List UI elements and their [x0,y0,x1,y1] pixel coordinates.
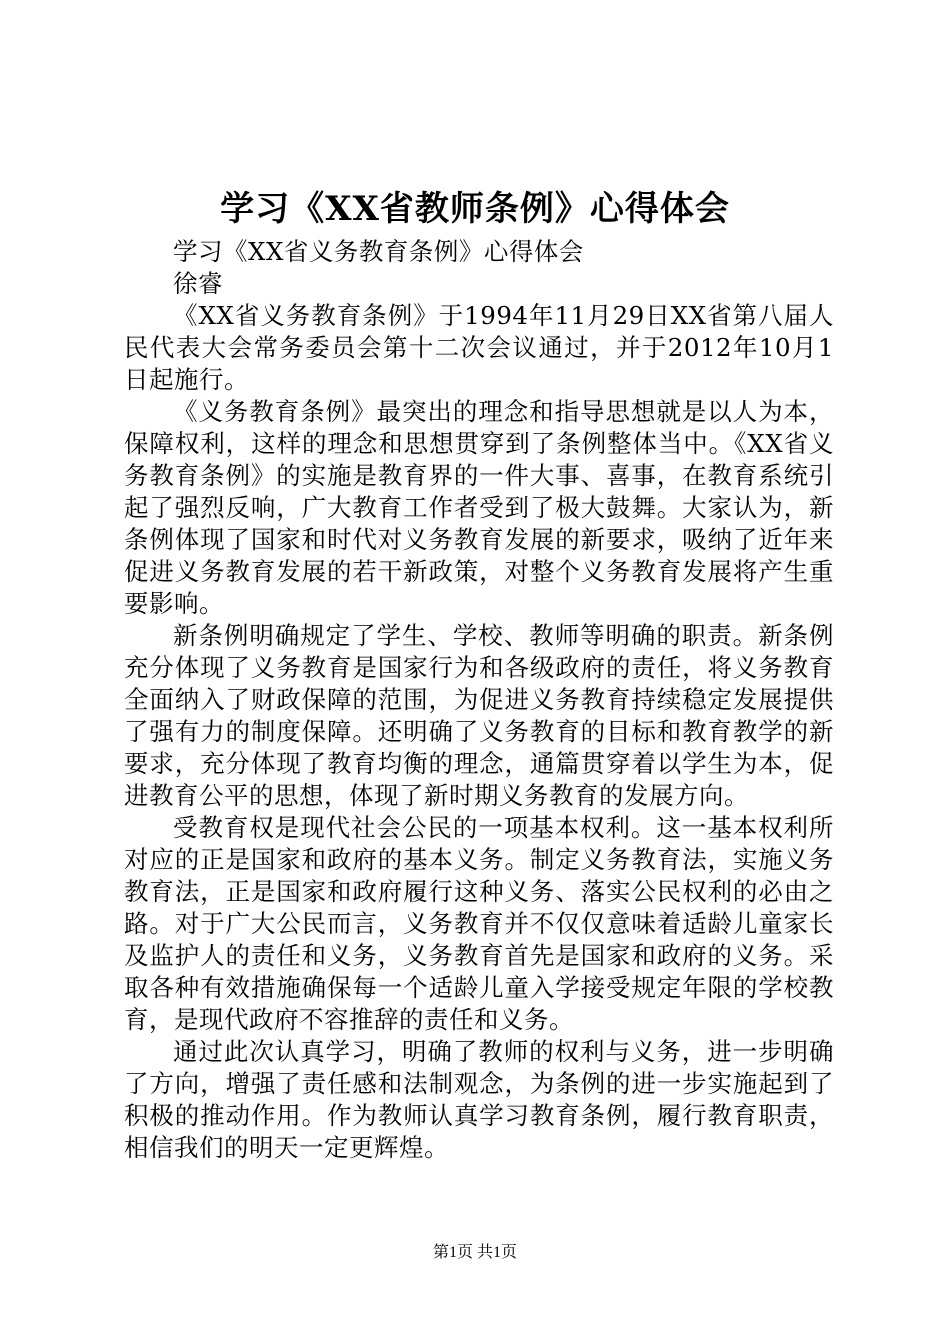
page-number-footer: 第1页 共1页 [432,1244,517,1261]
paragraph-3: 新条例明确规定了学生、学校、教师等明确的职责。新条例充分体现了义务教育是国家行为和各级政府的责任，将义务教育全面纳入了财政保障的范围，为促进义务教育持续稳定发展提供了强有力的制度保障。还明确了义务教育的目标和教育教学的新要求，充分体现了教育均衡的理念，通篇贯穿着以学生为本，促进教育公平的思想，体现了新时期义务教育的发展方向。 [124,621,834,810]
paragraph-5: 通过此次认真学习，明确了教师的权利与义务，进一步明确了方向，增强了责任感和法制观念，为条例的进一步实施起到了积极的推动作用。作为教师认真学习教育条例，履行教育职责，相信我们的明天一定更辉煌。 [124,1037,834,1162]
paragraph-1: 《XX省义务教育条例》于1994年11月29日XX省第八届人民代表大会常务委员会第十二次会议通过，并于2012年10月1日起施行。 [124,301,834,394]
document-body [124,236,834,1164]
document-author: 徐睿 [173,269,223,298]
paragraph-4: 受教育权是现代社会公民的一项基本权利。这一基本权利所对应的正是国家和政府的基本义务。制定义务教育法，实施义务教育法，正是国家和政府履行这种义务、落实公民权利的必由之路。对于广大公民而言，义务教育并不仅仅意味着适龄儿童家长及监护人的责任和义务，义务教育首先是国家和政府的义务。采取各种有效措施确保每一个适龄儿童入学接受规定年限的学校教育，是现代政府不容推辞的责任和义务。 [124,813,834,1034]
document-subtitle: 学习《XX省义务教育条例》心得体会 [173,237,584,266]
document-title: 学习《XX省教师条例》心得体会 [220,189,730,229]
paragraph-2: 《义务教育条例》最突出的理念和指导思想就是以人为本，保障权利，这样的理念和思想贯穿到了条例整体当中。《XX省义务教育条例》的实施是教育界的一件大事、喜事，在教育系统引起了强烈反响，广大教育工作者受到了极大鼓舞。大家认为，新条例体现了国家和时代对义务教育发展的新要求，吸纳了近年来促进义务教育发展的若干新政策，对整个义务教育发展将产生重要影响。 [124,397,834,618]
